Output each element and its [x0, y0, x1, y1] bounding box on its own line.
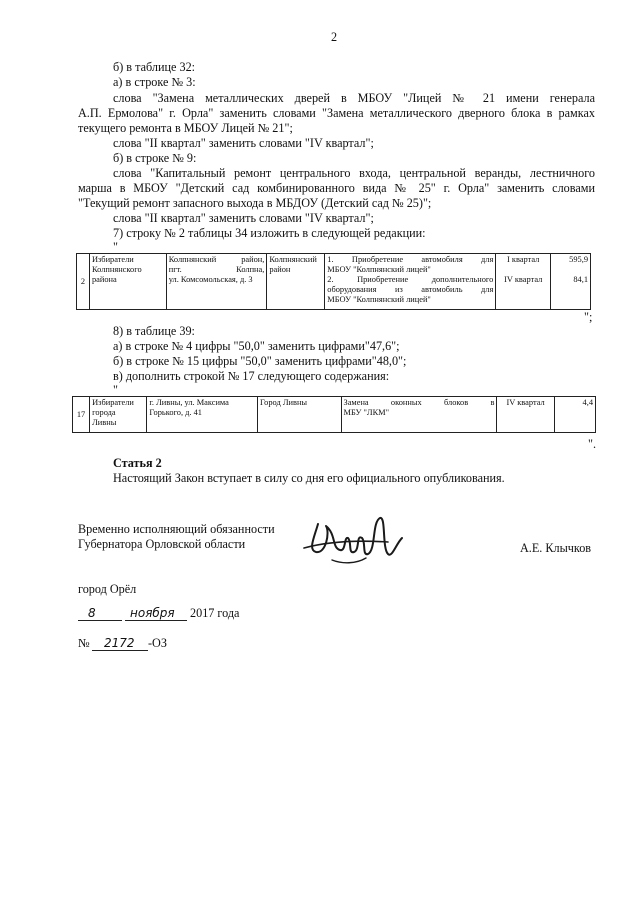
sum-cell	[551, 254, 591, 310]
number-prefix: №	[78, 636, 90, 650]
city: город Орёл	[78, 582, 137, 596]
address-text: г. Ливны, ул. Максима	[149, 398, 229, 407]
number-handwritten: 2172	[104, 636, 135, 650]
signatory-role-line1: Временно исполняющий обязанности	[78, 522, 275, 536]
quarter-text: IV квартал	[504, 275, 543, 284]
row9-line1: слова "Капитальный ремонт центрального входа, центральной веранды, лестничного	[113, 166, 595, 180]
month-handwritten: ноября	[130, 606, 175, 620]
month-underline	[125, 620, 187, 621]
signatory-role-line2: Губернатора Орловской области	[78, 537, 246, 551]
row3-line2: А.П. Ермолова" г. Орла" заменить словами "Замена металлического дверного блока в рамках	[78, 106, 595, 120]
address-cell	[147, 397, 258, 433]
area-text: район	[269, 265, 291, 274]
sum-cell: 4,4	[554, 397, 595, 433]
table34-intro: 7) строку № 2 таблицы 34 изложить в следующей редакции:	[113, 226, 426, 240]
address-text: пгт. Колпна,	[168, 265, 265, 274]
area-text: Город Ливны	[260, 398, 308, 407]
year: 2017 года	[190, 606, 240, 620]
address-text: Колпнянский район,	[168, 255, 265, 264]
day-underline	[78, 620, 122, 621]
item-text: 2. Приобретение дополнительного	[327, 275, 494, 284]
article2-title: Статья 2	[113, 456, 162, 470]
item-text: МБОУ "Колпнянский лицей"	[327, 265, 431, 274]
signatory-name: А.Е. Клычков	[520, 541, 592, 555]
district-text: города	[92, 408, 116, 417]
district-cell	[90, 397, 147, 433]
row3-line1: слова "Замена металлических дверей в МБОУ "Лицей № 21 имени генерала	[113, 91, 595, 105]
row9-line3: "Текущий ремонт запасного выхода в МБДОУ (Детский сад № 25)";	[78, 196, 432, 210]
district-text: Ливны	[92, 418, 117, 427]
row9-line2: марша в МБОУ "Детский сад комбинированного вида № 25" г. Орла" заменить словами	[78, 181, 595, 195]
quarter-cell	[496, 254, 551, 310]
table34-row	[76, 253, 591, 310]
row-number: 2	[77, 254, 90, 310]
address-cell	[166, 254, 267, 310]
address-text: Горького, д. 41	[149, 408, 202, 417]
items-cell	[341, 397, 497, 433]
sum-text: 84,1	[573, 275, 588, 284]
item-text: Замена оконных блоков в	[343, 398, 495, 407]
table39-open-quote: "	[113, 383, 118, 397]
table39-line-b: б) в строке № 15 цифры "50,0" заменить цифрами"48,0";	[113, 354, 407, 368]
row3-line4: слова "II квартал" заменить словами "IV квартал";	[113, 136, 374, 150]
row9-heading: б) в строке № 9:	[113, 151, 197, 165]
item-text: оборудования из автомобиль для	[327, 285, 494, 294]
items-cell	[325, 254, 496, 310]
district-cell	[89, 254, 166, 310]
number-underline	[92, 650, 148, 651]
table39-close-quote: ".	[588, 437, 597, 451]
district-text: Колпнянского	[91, 265, 142, 274]
article2-text: Настоящий Закон вступает в силу со дня его официального опубликования.	[113, 471, 505, 485]
row3-line3: текущего ремонта в МБОУ Лицей № 21";	[78, 121, 293, 135]
day-handwritten: 8	[88, 606, 96, 620]
row3-heading: а) в строке № 3:	[113, 75, 196, 89]
item-text: МБОУ "Колпнянский лицей"	[327, 295, 431, 304]
row-number: 17	[73, 397, 90, 433]
sum-text: 595,9	[569, 255, 588, 264]
district-text: Избиратели	[91, 255, 134, 264]
table39-row	[72, 396, 596, 433]
area-text: Колпнянский	[269, 255, 317, 264]
quarter-cell: IV квартал	[497, 397, 554, 433]
quarter-text: I квартал	[507, 255, 540, 264]
address-text: ул. Комсомольская, д. 3	[168, 275, 253, 284]
item-text: МБУ "ЛКМ"	[343, 408, 390, 417]
table39-line-a: а) в строке № 4 цифры "50,0" заменить цифрами"47,6";	[113, 339, 400, 353]
table34-open-quote: "	[113, 240, 118, 254]
number-suffix: -ОЗ	[148, 636, 167, 650]
district-text: Избиратели	[92, 398, 134, 407]
table39-line-c: в) дополнить строкой № 17 следующего содержания:	[113, 369, 390, 383]
row9-line4: слова "II квартал" заменить словами "IV квартал";	[113, 211, 374, 225]
item-text: 1. Приобретение автомобиля для	[327, 255, 494, 264]
table34-close-quote: ";	[584, 310, 593, 324]
area-cell	[267, 254, 325, 310]
table39-heading: 8) в таблице 39:	[113, 324, 195, 338]
page-number: 2	[331, 30, 338, 44]
district-text: района	[91, 275, 117, 284]
handwritten-signature	[296, 508, 408, 572]
area-cell	[258, 397, 341, 433]
table32-heading: б) в таблице 32:	[113, 60, 196, 74]
